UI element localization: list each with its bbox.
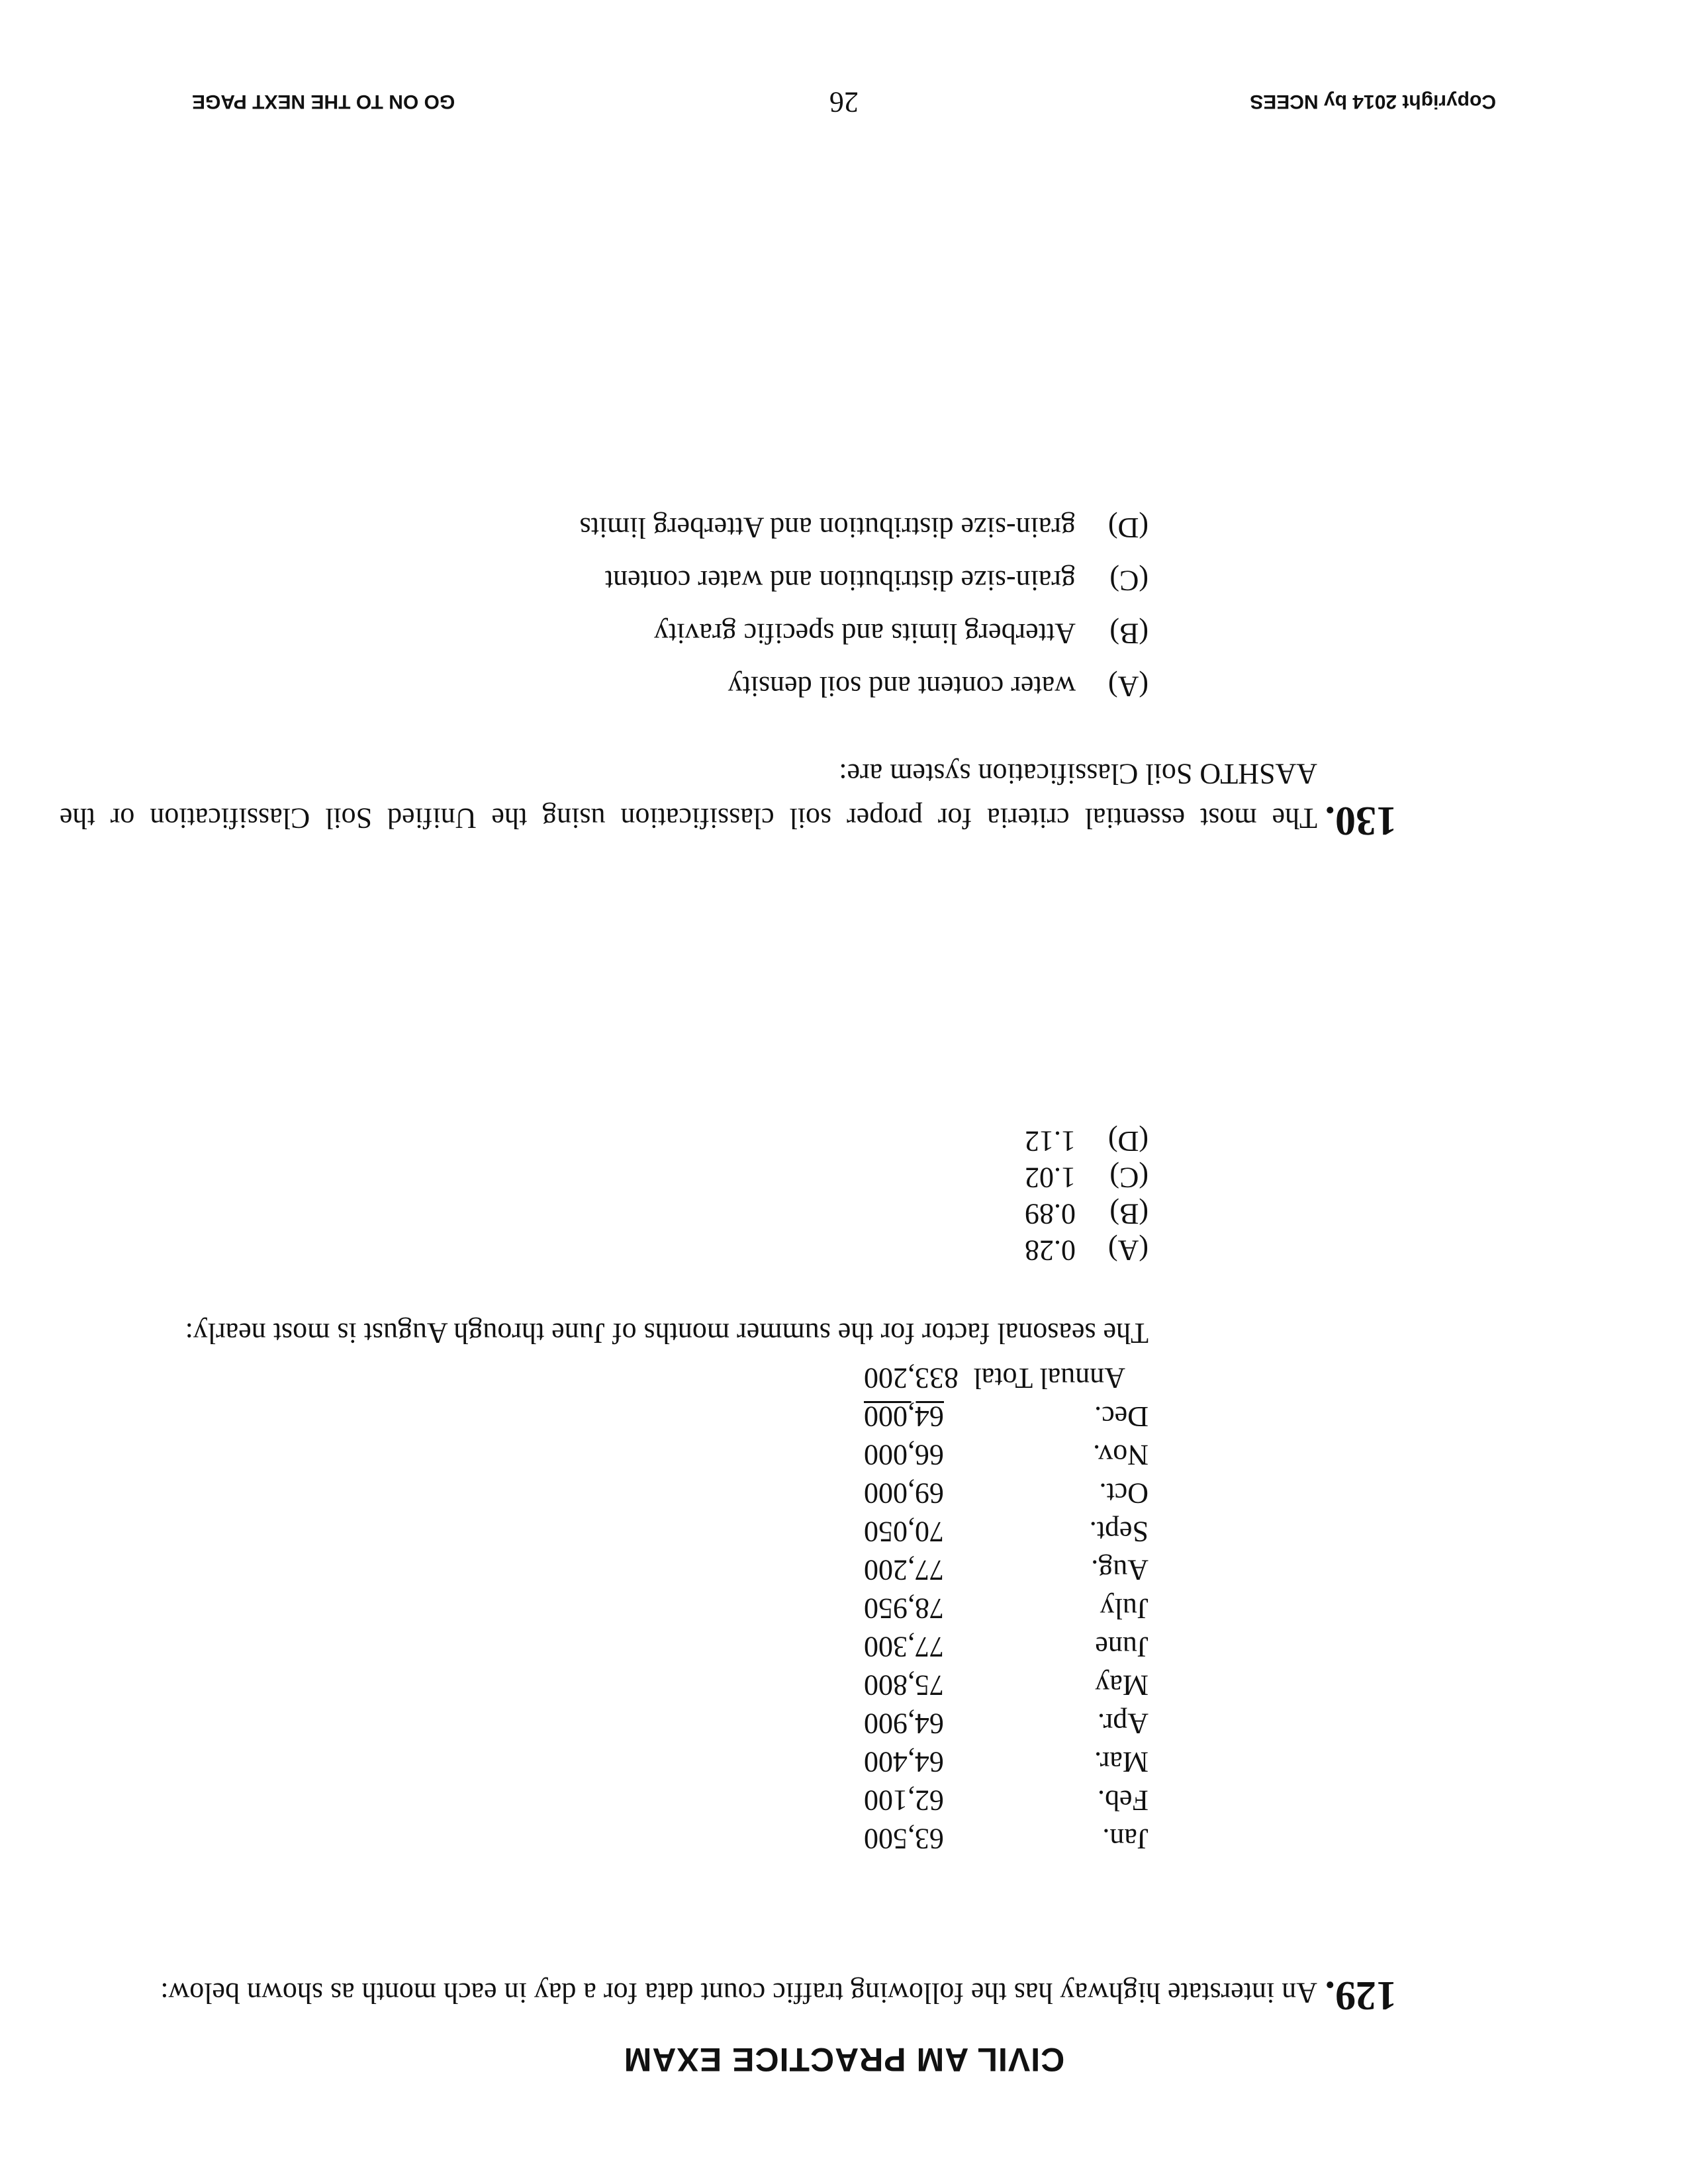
table-row (818, 1472, 1149, 1510)
table-row (818, 1549, 1149, 1587)
traffic-count-table (818, 1357, 1149, 1856)
month-label: Dec. (1094, 1400, 1149, 1433)
count-value: 62,100 (864, 1784, 944, 1817)
count-value: 64,000 (864, 1400, 944, 1433)
question-129-text: An interstate highway has the following traffic count data for a day in each month as shown below: (160, 1977, 1317, 2009)
table-row (818, 1741, 1149, 1779)
count-value: 69,000 (864, 1477, 944, 1510)
question-129-prompt: The seasonal factor for the summer months of June through August is most nearly: (185, 1317, 1149, 1349)
month-label: Feb. (1098, 1784, 1149, 1817)
table-row (818, 1625, 1149, 1664)
option-text: water content and soil density (727, 670, 1076, 703)
option-text: grain-size distribution and Atterberg limits (579, 512, 1076, 544)
question-130-text: The most essential criteria for proper soil classification using the Unified Soil Classification or the AASHTO Soil Classification system are: (60, 758, 1317, 835)
option-letter: (B) (1109, 1198, 1149, 1230)
month-label: Jan. (1102, 1823, 1149, 1855)
month-label: Mar. (1094, 1746, 1149, 1778)
month-label: Nov. (1093, 1439, 1149, 1471)
month-label: Sept. (1089, 1516, 1149, 1548)
table-total-row (818, 1357, 1149, 1395)
table-row (818, 1395, 1149, 1433)
table-row (818, 1817, 1149, 1856)
count-value: 78,950 (864, 1592, 944, 1625)
option-letter: (C) (1109, 565, 1149, 597)
option-letter: (A) (1107, 1234, 1149, 1267)
option-text: 0.28 (1025, 1234, 1076, 1267)
option-text: grain-size distribution and water content (604, 565, 1076, 597)
annual-total-label: Annual Total (973, 1362, 1125, 1394)
option-letter: (D) (1107, 1125, 1149, 1158)
table-row (818, 1510, 1149, 1549)
count-value: 64,400 (864, 1746, 944, 1778)
count-value: 77,200 (864, 1554, 944, 1586)
table-row (818, 1587, 1149, 1625)
table-row (818, 1433, 1149, 1472)
option-letter: (A) (1107, 670, 1149, 703)
option-text: 1.02 (1025, 1161, 1076, 1194)
table-row (818, 1779, 1149, 1817)
month-label: May (1095, 1669, 1149, 1702)
count-value: 70,050 (864, 1516, 944, 1548)
option-letter: (B) (1109, 617, 1149, 650)
month-label: Aug. (1091, 1554, 1149, 1586)
count-value: 64,900 (864, 1707, 944, 1740)
footer-next-page: GO ON TO THE NEXT PAGE (192, 91, 455, 113)
table-row (818, 1702, 1149, 1741)
month-label: Apr. (1098, 1707, 1149, 1740)
option-letter: (C) (1109, 1161, 1149, 1194)
option-text: 0.89 (1025, 1198, 1076, 1230)
footer-copyright: Copyright 2014 by NCEES (1250, 91, 1496, 113)
count-value: 66,000 (864, 1439, 944, 1471)
month-label: July (1100, 1592, 1149, 1625)
option-text: Atterberg limits and specific gravity (653, 617, 1076, 650)
count-value: 63,500 (864, 1823, 944, 1855)
question-130-number: 130. (1325, 798, 1397, 843)
exam-title: CIVIL AM PRACTICE EXAM (623, 2041, 1065, 2078)
count-value: 75,800 (864, 1669, 944, 1702)
table-row (818, 1664, 1149, 1702)
annual-total-value: 833,200 (864, 1362, 959, 1394)
page-number: 26 (829, 86, 859, 118)
month-label: Oct. (1099, 1477, 1149, 1510)
count-value: 77,300 (864, 1631, 944, 1663)
question-129-number: 129. (1325, 1973, 1397, 2018)
month-label: June (1095, 1631, 1149, 1663)
option-text: 1.12 (1025, 1125, 1076, 1158)
option-letter: (D) (1107, 512, 1149, 544)
